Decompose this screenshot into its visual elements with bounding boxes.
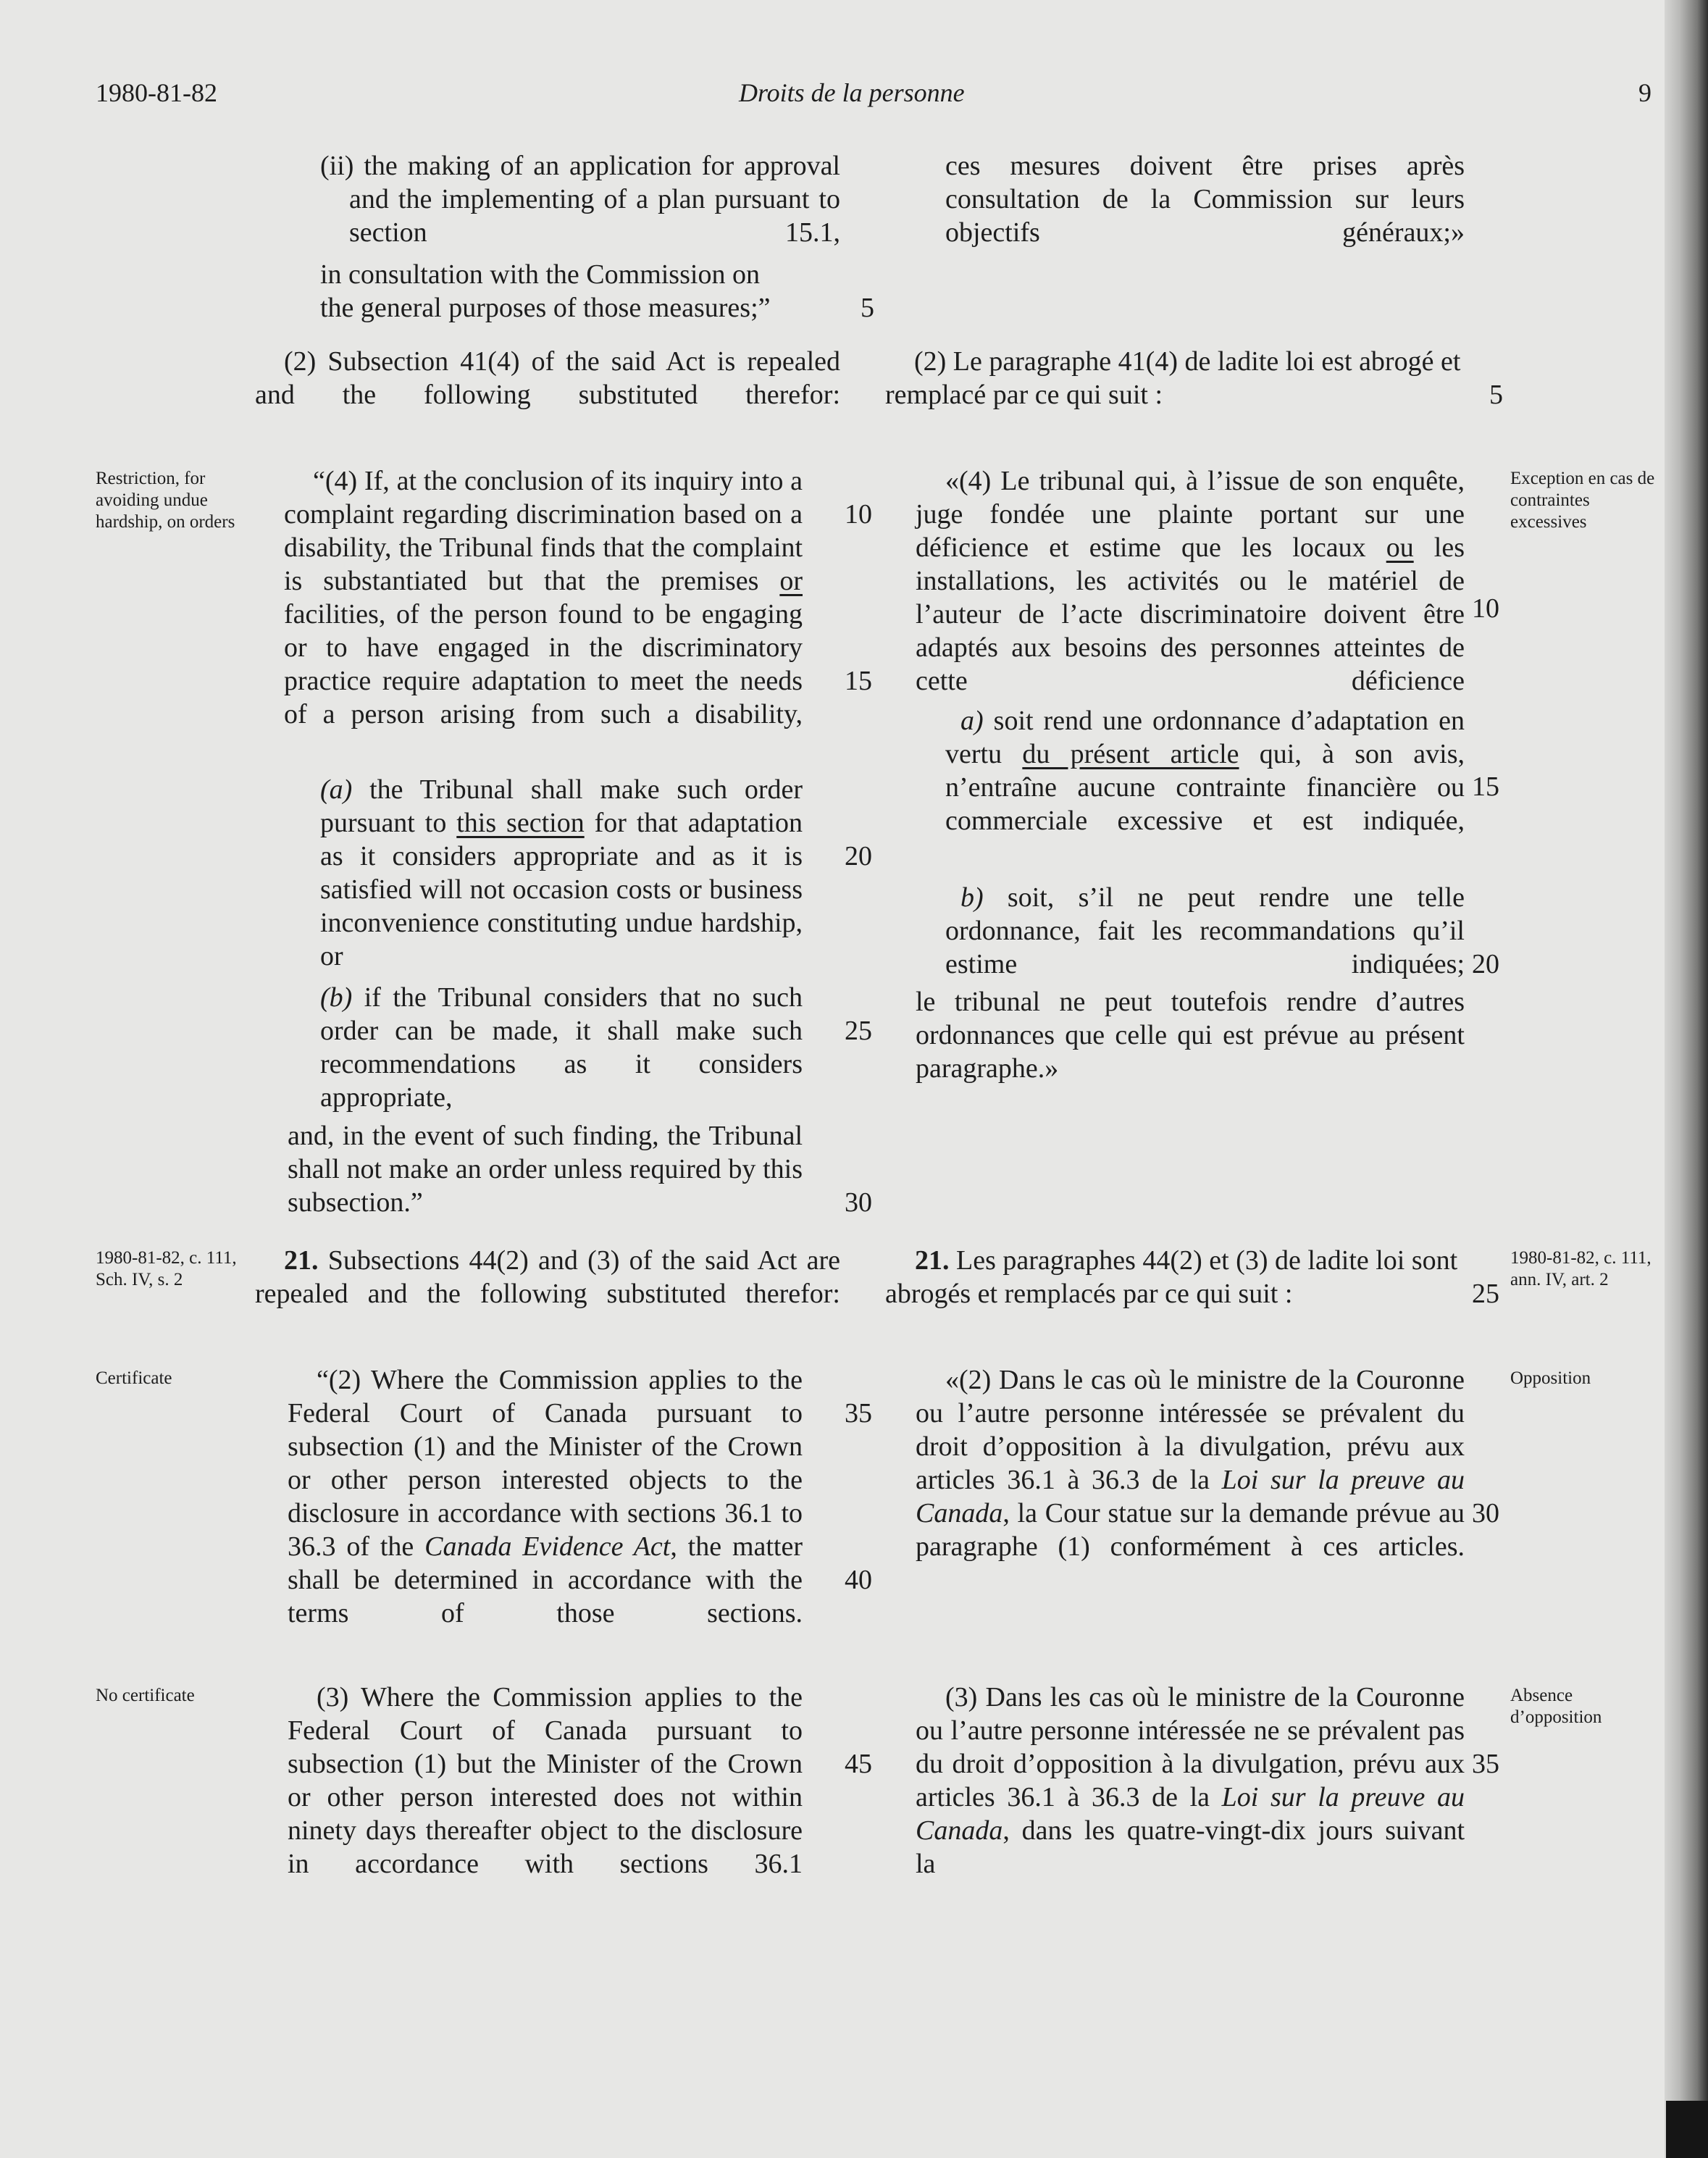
english-s44-2-text <box>255 1363 840 1630</box>
french-subsection-4-text <box>885 464 1465 698</box>
french-subsection-44-3 <box>885 1681 1465 1881</box>
english-para-a-label: (a) <box>320 774 353 805</box>
english-line-number: 40 <box>845 1565 872 1595</box>
french-line-number: 10 <box>1472 593 1499 624</box>
english-paragraph-b-text <box>255 981 840 1114</box>
margin-note-no-certificate: No certificate <box>96 1686 195 1705</box>
english-item-ii-text: (ii) the making of an application for approval and the implementing of a plan pursuant to section 15.1, <box>320 151 840 248</box>
english-subsection-44-3 <box>255 1681 840 1881</box>
english-line-number: 20 <box>845 841 872 871</box>
english-para-a-part2: for that adaptation as it considers appropriate and as it is satisfied will not occasion costs or business inconvenience constituting undue hardship, or <box>320 808 803 971</box>
french-para-a-part1: soit rend une ordonnance d’adaptation en vertu <box>945 706 1465 769</box>
english-section-21-text <box>255 1244 840 1310</box>
english-s4-intro-a: “(4) If, at the conclusion of its inquiry into a complaint regarding discrimination based on a disability, the Tribunal finds that the complaint is substantiated but that the premises <box>284 466 803 596</box>
english-closing <box>255 1119 840 1219</box>
margin-note-exception: Exception en cas de contraintes excessives <box>1510 469 1655 532</box>
page-corner-shadow <box>1666 2101 1708 2158</box>
english-s21-number: 21. <box>284 1245 319 1276</box>
french-s44-2-b: , la Cour statue sur la demande prévue au paragraphe (1) conformément à ces articles. <box>916 1498 1465 1562</box>
english-s44-2-b: , the matter shall be determined in accordance with the terms of those sections. <box>288 1531 803 1628</box>
french-closing <box>885 985 1465 1085</box>
english-line-number: 10 <box>845 499 872 530</box>
french-paragraph-b-text <box>885 881 1465 981</box>
english-subsection-4 <box>255 464 840 731</box>
french-s4-a: «(4) Le tribunal qui, à l’issue de son enquête, juge fondée une plainte portant sur une déficience et estime que les locaux <box>916 466 1465 563</box>
english-line-number: 30 <box>845 1187 872 1218</box>
english-para-a-part1: the Tribunal shall make such order pursuant to <box>320 774 803 838</box>
french-closing-text: le tribunal ne peut toutefois rendre d’autres ordonnances que celle qui est prévue au présent paragraphe.» <box>916 987 1465 1084</box>
english-closing-text: and, in the event of such finding, the Tribunal shall not make an order unless required by this subsection.” <box>288 1121 803 1218</box>
margin-note-opposition: Opposition <box>1510 1368 1591 1388</box>
english-section-21 <box>255 1244 840 1310</box>
english-subsection-2-text: (2) Subsection 41(4) of the said Act is repealed and the following substituted therefor: <box>255 346 840 410</box>
english-subsection-4-text <box>255 464 840 731</box>
english-s4-intro-b: facilities, of the person found to be engaging or to have engaged in the discriminatory practice require adaptation to meet the needs of a person arising from such a disability, <box>284 599 803 729</box>
french-para-b-label: b) <box>960 882 984 913</box>
english-paragraph-a-text <box>255 773 840 973</box>
english-para-a-link: this section <box>456 808 585 838</box>
french-s21-number: 21. <box>915 1245 950 1276</box>
english-line-number: 45 <box>845 1749 872 1779</box>
english-s44-3-body: (3) Where the Commission applies to the Federal Court of Canada pursuant to subsection (1) but the Minister of the Crown or other person interested does not within ninety days thereafter object to the disclosure in accordance with sections 36.1 <box>288 1682 803 1879</box>
french-subsection-2 <box>885 345 1465 411</box>
french-s44-3-a: (3) Dans les cas où le ministre de la Couronne ou l’autre personne intéressée ne se prévalent pas du droit d’opposition à la divulgation, prévu aux articles 36.1 à 36.3 de la <box>916 1682 1465 1812</box>
english-paragraph-b <box>255 981 840 1114</box>
french-s44-3-b: , dans les quatre-vingt-dix jours suivant la <box>916 1815 1465 1879</box>
english-subsection-2 <box>255 345 840 411</box>
french-s44-3-text <box>885 1681 1465 1881</box>
french-s44-2-text <box>885 1363 1465 1563</box>
french-line-number: 25 <box>1472 1279 1499 1309</box>
english-item-ii <box>255 149 840 249</box>
margin-note-restriction: Restriction, for avoiding undue hardship, on orders <box>96 469 235 532</box>
french-paragraph-b <box>885 881 1465 981</box>
french-s44-3-act: Loi sur la preuve au Canada <box>916 1782 1465 1846</box>
french-subsection-2-text: (2) Le paragraphe 41(4) de ladite loi est abrogé et remplacé par ce qui suit : <box>885 346 1461 410</box>
french-line-number: 35 <box>1472 1749 1499 1779</box>
english-line-number: 5 <box>861 293 874 323</box>
page-edge-shadow <box>1665 0 1708 2158</box>
french-line-number: 20 <box>1472 949 1499 979</box>
english-line-number: 35 <box>845 1398 872 1429</box>
french-section-21-text <box>885 1244 1465 1310</box>
french-paragraph-a-text <box>885 704 1465 837</box>
french-line-number: 5 <box>1489 380 1503 410</box>
french-consultation <box>885 149 1465 249</box>
english-para-b-label: (b) <box>320 982 353 1013</box>
french-consultation-text: ces mesures doivent être prises après consultation de la Commission sur leurs objectifs généraux;» <box>945 151 1465 248</box>
header-year: 1980-81-82 <box>96 78 217 107</box>
french-section-21 <box>885 1244 1465 1310</box>
margin-note-absence: Absence d’opposition <box>1510 1686 1602 1727</box>
french-para-b-body: soit, s’il ne peut rendre une telle ordonnance, fait les recommandations qu’il estime indiquées; <box>945 882 1465 979</box>
french-paragraph-a <box>885 704 1465 837</box>
margin-note-citation-en: 1980-81-82, c. 111, Sch. IV, s. 2 <box>96 1248 237 1289</box>
french-para-a-label: a) <box>960 706 984 736</box>
english-s44-2-act: Canada Evidence Act <box>424 1531 671 1562</box>
english-subsection-44-2 <box>255 1363 840 1630</box>
english-line-number: 15 <box>845 666 872 696</box>
french-para-a-part2: qui, à son avis, n’entraîne aucune contrainte financière ou commerciale excessive et est indiquée, <box>945 739 1465 836</box>
english-s21-body: Subsections 44(2) and (3) of the said Act are repealed and the following substituted therefor: <box>255 1245 840 1309</box>
english-paragraph-a <box>255 773 840 973</box>
french-subsection-44-2 <box>885 1363 1465 1563</box>
english-s44-2-a: “(2) Where the Commission applies to the Federal Court of Canada pursuant to subsection (1) and the Minister of the Crown or other person interested objects to the disclosure in accordance with sections 36.1 to 36.3 of the <box>288 1365 803 1562</box>
english-consultation-text: in consultation with the Commission on the general purposes of those measures;” <box>320 259 771 323</box>
french-subsection-4 <box>885 464 1465 698</box>
french-para-a-link: du présent article <box>1022 739 1239 769</box>
page-number: 9 <box>1638 78 1652 107</box>
french-s21-body: Les paragraphes 44(2) et (3) de ladite loi sont abrogés et remplacés par ce qui suit : <box>885 1245 1458 1309</box>
margin-note-citation-fr: 1980-81-82, c. 111, ann. IV, art. 2 <box>1510 1248 1652 1289</box>
french-s44-2-a: «(2) Dans le cas où le ministre de la Couronne ou l’autre personne intéressée se prévalent du droit d’opposition à la divulgation, prévu aux articles 36.1 à 36.3 de la <box>916 1365 1465 1495</box>
english-para-b-body: if the Tribunal considers that no such order can be made, it shall make such recommendations as it considers appropriate, <box>320 982 803 1113</box>
english-s44-3-text <box>255 1681 840 1881</box>
english-s4-or: or <box>779 566 803 596</box>
french-s44-2-act: Loi sur la preuve au Canada <box>916 1465 1465 1528</box>
header-title: Droits de la personne <box>739 78 965 107</box>
english-consultation <box>255 258 840 325</box>
french-s4-b: les installations, les activités ou le matériel de l’auteur de l’acte discriminatoire doivent être adaptés aux besoins des personnes atteintes de cette déficience <box>916 532 1465 696</box>
french-s4-ou: ou <box>1386 532 1414 563</box>
english-line-number: 25 <box>845 1016 872 1046</box>
margin-note-certificate: Certificate <box>96 1368 172 1388</box>
french-line-number: 30 <box>1472 1498 1499 1528</box>
french-line-number: 15 <box>1472 771 1499 802</box>
